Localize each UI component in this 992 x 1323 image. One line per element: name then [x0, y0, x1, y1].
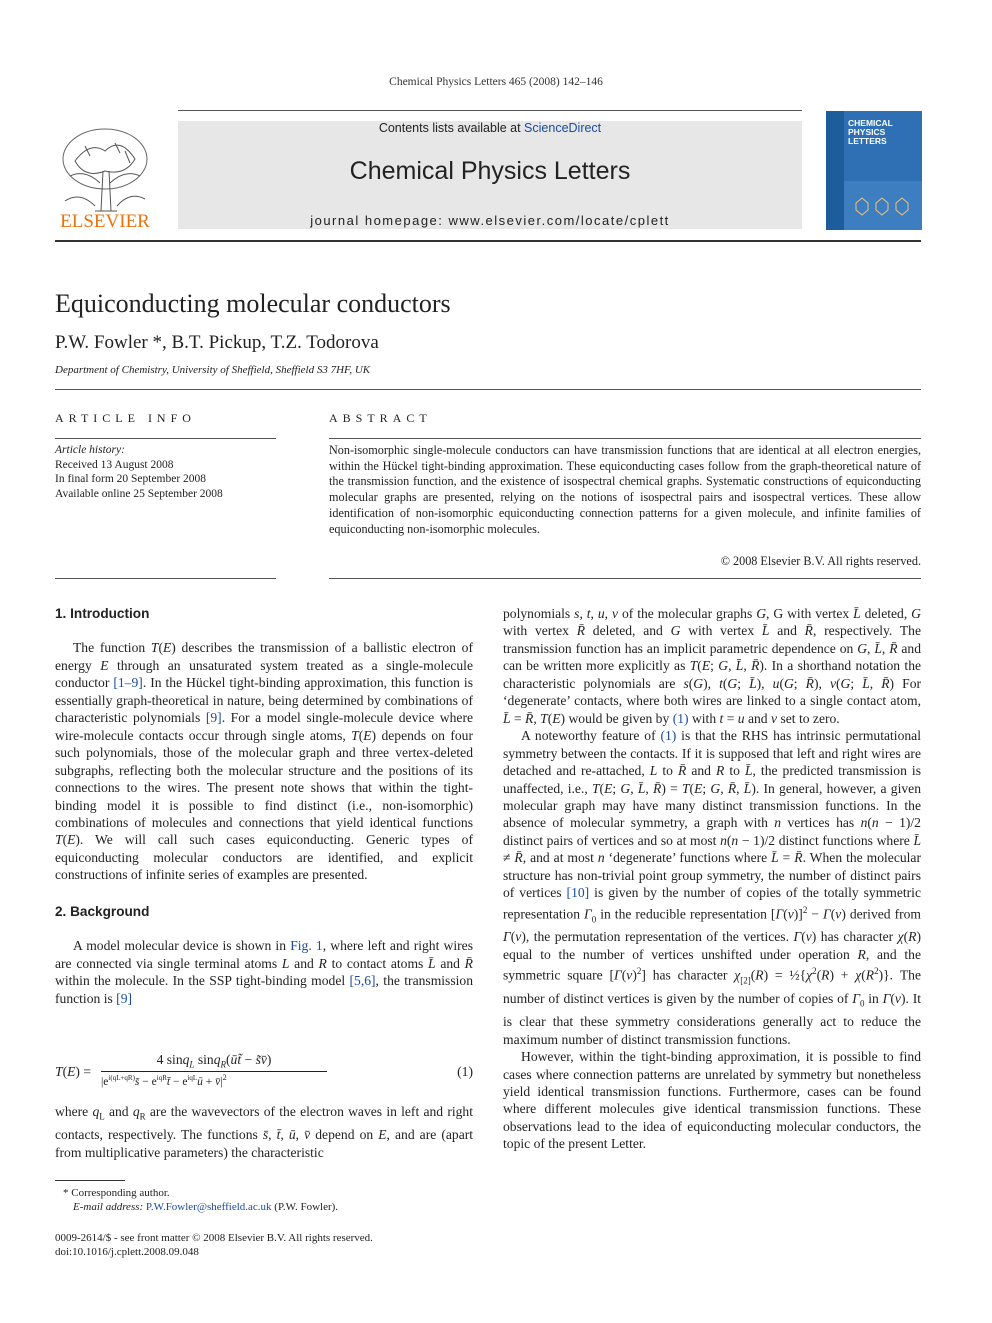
background-paragraph-2: where $q_L$ and $q_R$ are the wavevectors of the electron waves in left and right contacts, respectively. The functions s̄, t̄, ū, v̄ depend on E, and are (apart from multiplicative parameters) the characteristic — [55, 1104, 474, 1160]
article-history — [55, 443, 223, 501]
page-footer — [55, 1231, 373, 1259]
equation-number: (1) — [457, 1064, 473, 1079]
info-rule — [55, 438, 276, 439]
journal-homepage[interactable]: journal homepage: www.elsevier.com/locate/cplett — [310, 213, 670, 228]
footnote — [55, 1186, 338, 1214]
abstract-rule — [329, 438, 921, 439]
author-email-link[interactable]: P.W.Fowler@sheffield.ac.uk — [145, 1201, 272, 1213]
journal-title: Chemical Physics Letters — [349, 157, 631, 185]
top-divider — [55, 240, 921, 242]
doi-line[interactable]: doi:10.1016/j.cplett.2008.09.048 — [55, 1246, 199, 1258]
however-paragraph: However, within the tight-binding approximation, it is possible to find cases where connection patterns are unrelated by symmetry but nonetheless yield identical transmission functions. Furthermore, cases can be found where different molecules give identical transmission functions. These observations lead to the idea of equiconducting molecular conductors, the topic of the present Letter. — [503, 1049, 921, 1152]
equation-1: T(E) = 4 sinq$_L$ sinq$_R$(ūt̃ − s̃v̄) $|e^{i(qL+qR)}s̄$ − $e^{iqR}t̄$ − $e^{iqL}ū$ + $v̄|^2$ (1) — [55, 1052, 473, 1088]
sciencedirect-link[interactable]: ScienceDirect — [524, 121, 602, 135]
final-form-date: In final form 20 September 2008 — [55, 473, 207, 485]
elsevier-logo — [55, 121, 155, 231]
publisher-name: ELSEVIER — [60, 211, 150, 231]
email-line — [55, 1200, 338, 1214]
background-heading: 2. Background — [55, 903, 150, 919]
received-date: Received 13 August 2008 — [55, 458, 174, 471]
left-column — [55, 605, 473, 1007]
journal-banner — [178, 121, 802, 229]
noteworthy-paragraph: A noteworthy feature of (1) is that the RHS has intrinsic permutational symmetry between the contacts. If it is supposed that left and right wires are detached and re-attached, L to R̄ and R to L̄, the predicted transmission is unaffected, i.e., T(E; G, L̄, R̄) = T(E; G, R̄, L̄). In general, however, a given molecular graph may have many distinct transmission functions. In the absence of molecular symmetry, a graph with n vertices has n(n − 1)/2 distinct pairs of vertices and so at most n(n − 1)/2 distinct functions where L̄ ≠ R̄, and at most n ‘degenerate’ functions where L̄ = R̄. When the molecular structure has non-trivial point group symmetry, the number of distinct pairs of vertices [10] is given by the number of copies of the totally symmetric representation $\Gamma_0$ in the reducible representation $[\Gamma(v)]^2 - \Gamma(v)$ derived from Γ(v), the permutation representation of the vertices. Γ(v) has character χ(R) equal to the number of vertices unshifted under operation R, and the symmetric square $[\Gamma(v)^2]$ has character $\chi_{[2]}(R)$ = $\frac{1}{2}\{\chi^2(R) + \chi(R^2)\}$. The number of distinct vertices is given by the number of copies of $\Gamma_0$ in Γ(v). It is clear that these symmetry considerations generally act to reduce the maximum number of distinct transmission functions. — [503, 728, 922, 1047]
author-list: P.W. Fowler *, B.T. Pickup, T.Z. Todorova — [55, 332, 379, 353]
background-paragraph-3: polynomials s, t, u, v of the molecular graphs G, G with vertex L̄ deleted, G with vertex R̄ deleted, and G with vertex L̄ and R̄, respectively. The transmission function has an implicit parametric dependence on G, L̄, R̄ and can be written more explicitly as T(E; G, L̄, R̄). In a shorthand notation the characteristic polynomials are s(G), t(G; L̄), u(G; R̄), v(G; L̄, R̄) For ‘degenerate’ contacts, where both wires are linked to a single contact atom, L̄ = R̄, T(E) would be given by (1) with t = u and v set to zero. — [503, 606, 922, 726]
contents-prefix: Contents lists available at — [378, 121, 525, 135]
header-rule — [178, 110, 802, 111]
left-column-continued — [55, 1103, 473, 1161]
corresponding-author-note: * Corresponding author. — [63, 1187, 170, 1199]
abstract-bottom-rule — [329, 578, 921, 579]
online-date: Available online 25 September 2008 — [55, 487, 223, 500]
info-bottom-rule — [55, 578, 276, 579]
right-column — [503, 605, 921, 1153]
article-info-heading: ARTICLE INFO — [55, 411, 196, 425]
affiliation: Department of Chemistry, University of Sheffield, Sheffield S3 7HF, UK — [55, 364, 371, 376]
abstract-heading: ABSTRACT — [329, 411, 432, 425]
abstract-text: Non-isomorphic single-molecule conductors can have transmission functions that are identical at all electron energies, within the Hückel tight-binding approximation. These equiconducting cases follow from the graph-theoretical nature of the transmission function, and the existence of isospectral chemical graphs. Systematic constructions of equiconducting molecular graphs are presented, relying on the notions of isospectral pairs and isospectral vertices. These allow identification of non-isomorphic equiconducting connection patterns for a given molecule, and infinite families of equiconducting non-isomorphic molecules. — [329, 443, 921, 536]
title-divider — [55, 389, 921, 390]
journal-cover — [826, 111, 922, 230]
email-suffix: (P.W. Fowler). — [271, 1201, 339, 1213]
intro-heading: 1. Introduction — [55, 606, 150, 621]
abstract-copyright: © 2008 Elsevier B.V. All rights reserved. — [720, 554, 921, 568]
article-title: Equiconducting molecular conductors — [55, 289, 451, 318]
cover-title: CHEMICAL PHYSICS LETTERS — [848, 119, 893, 146]
background-paragraph: A model molecular device is shown in Fig. 1, where left and right wires are connected via single terminal atoms L and R to contact atoms L̄ and R̄ within the molecule. In the SSP tight-binding model [5,6], the transmission function is [9] — [55, 938, 473, 1006]
email-label: E-mail address: — [73, 1201, 146, 1213]
issn-line: 0009-2614/$ - see front matter © 2008 Elsevier B.V. All rights reserved. — [55, 1232, 373, 1244]
history-label: Article history: — [55, 444, 125, 456]
intro-paragraph: The function T(E) describes the transmission of a ballistic electron of energy E through an unsaturated system treated as a single-molecule conductor [1–9]. In the Hückel tight-binding approximation, this function is essentially graph-theoretical in nature, being determined by combinations of characteristic polynomials [9]. For a model single-molecule device where wire-molecule contacts occur through single atoms, T(E) depends on four such polynomials, those of the molecular graph and three vertex-deleted subgraphs, reflecting both the molecular structure and the positions of its connections to the wires. The present note shows that within the tight-binding model it is possible to find distinct (i.e., non-isomorphic) combinations of molecules and connections that yield identical functions T(E). We will call such cases equiconducting. Generic types of equiconducting molecular conductors are identified, and explicit constructions of infinite series of examples are presented. — [55, 640, 474, 883]
contents-line — [178, 121, 802, 135]
journal-reference: Chemical Physics Letters 465 (2008) 142–146 — [389, 76, 603, 88]
footnote-rule — [55, 1180, 125, 1181]
tree-icon — [55, 121, 155, 231]
